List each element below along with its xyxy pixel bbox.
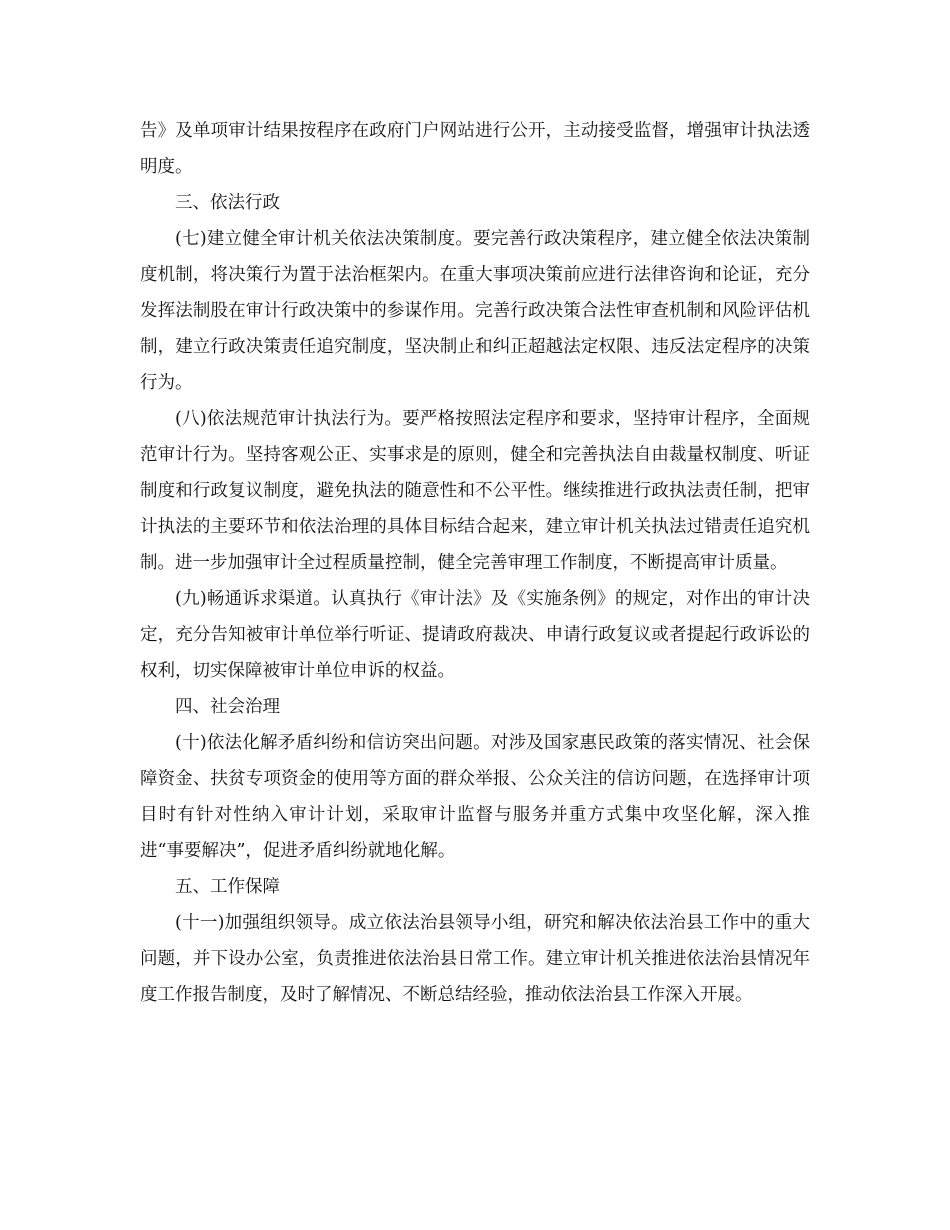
section-heading-5: 五、工作保障 — [175, 877, 280, 897]
document-body — [140, 113, 810, 1013]
paragraph-item-10: (十)依法化解矛盾纠纷和信访突出问题。对涉及国家惠民政策的落实情况、社会保障资金、扶贫专项资金的使用等方面的群众举报、公众关注的信访问题，在选择审计项目时有针对性纳入审计计划，采取审计监督与服务并重方式集中攻坚化解，深入推进“事要解决”，促进矛盾纠纷就地化解。 — [140, 733, 810, 861]
paragraph-continuation: 告》及单项审计结果按程序在政府门户网站进行公开，主动接受监督，增强审计执法透明度。 — [140, 121, 810, 177]
paragraph-item-9: (九)畅通诉求渠道。认真执行《审计法》及《实施条例》的规定，对作出的审计决定，充分告知被审计单位举行听证、提请政府裁决、申请行政复议或者提起行政诉讼的权利，切实保障被审计单位申诉的权益。 — [140, 589, 810, 681]
section-heading-4: 四、社会治理 — [175, 697, 280, 717]
section-heading-3: 三、依法行政 — [175, 193, 280, 213]
paragraph-item-8: (八)依法规范审计执法行为。要严格按照法定程序和要求，坚持审计程序，全面规范审计行为。坚持客观公正、实事求是的原则，健全和完善执法自由裁量权制度、听证制度和行政复议制度，避免执法的随意性和不公平性。继续推进行政执法责任制，把审计执法的主要环节和依法治理的具体目标结合起来，建立审计机关执法过错责任追究机制。进一步加强审计全过程质量控制，健全完善审理工作制度，不断提高审计质量。 — [140, 409, 810, 573]
paragraph-item-7: (七)建立健全审计机关依法决策制度。要完善行政决策程序，建立健全依法决策制度机制，将决策行为置于法治框架内。在重大事项决策前应进行法律咨询和论证，充分发挥法制股在审计行政决策中的参谋作用。完善行政决策合法性审查机制和风险评估机制，建立行政决策责任追究制度，坚决制止和纠正超越法定权限、违反法定程序的决策行为。 — [140, 229, 810, 393]
paragraph-item-11: (十一)加强组织领导。成立依法治县领导小组，研究和解决依法治县工作中的重大问题，并下设办公室，负责推进依法治县日常工作。建立审计机关推进依法治县情况年度工作报告制度，及时了解情况、不断总结经验，推动依法治县工作深入开展。 — [140, 913, 810, 1005]
